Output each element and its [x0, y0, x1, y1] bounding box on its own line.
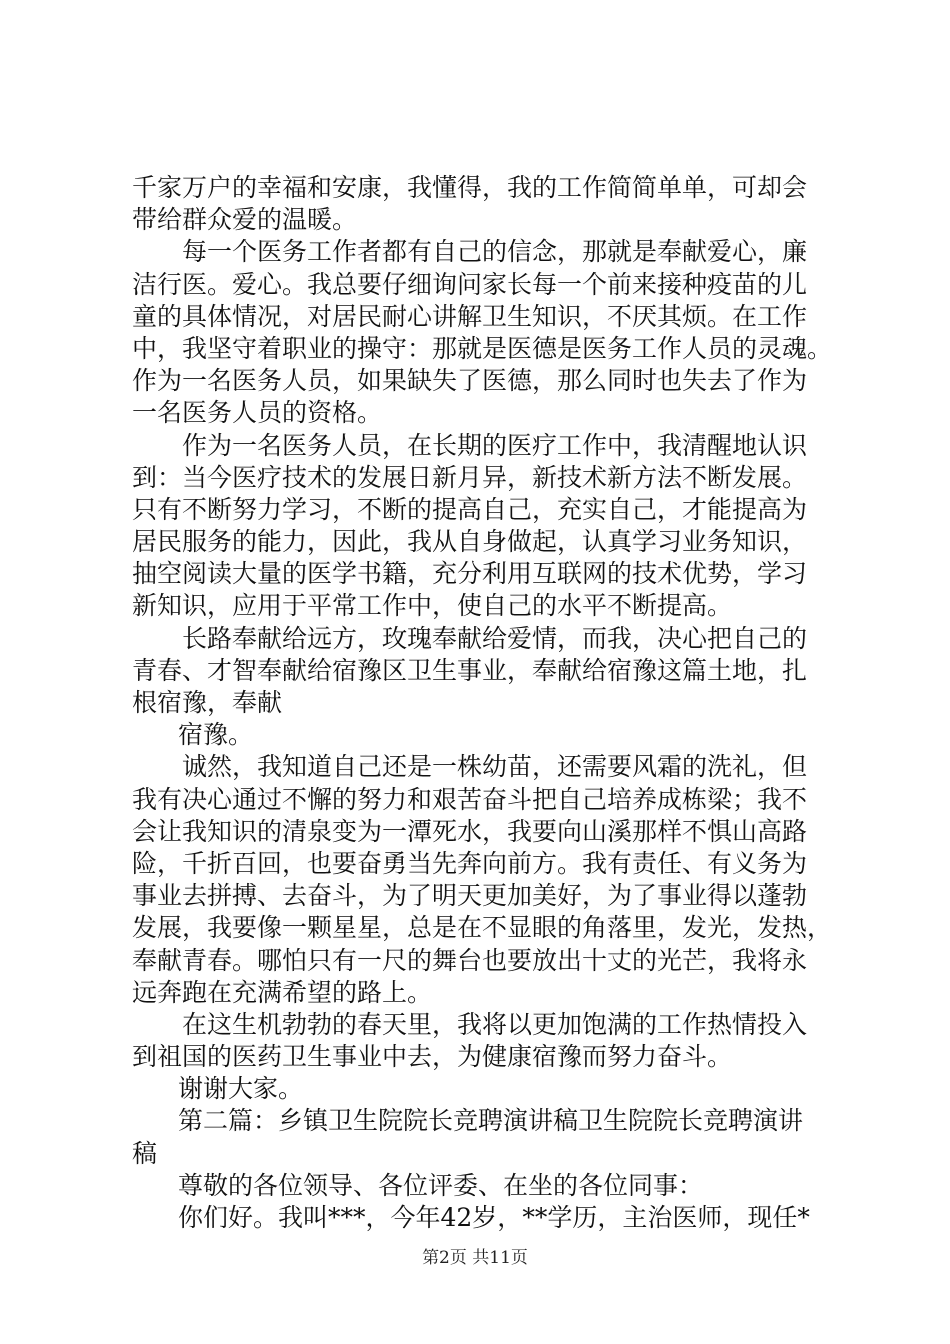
text-line: 作为一名医务人员，在长期的医疗工作中，我清醒地认识	[182, 430, 808, 460]
text-line: 居民服务的能力，因此，我从自身做起，认真学习业务知识，	[132, 527, 808, 557]
text-line: 奉献青春。哪怕只有一尺的舞台也要放出十丈的光芒，我将永	[132, 945, 808, 975]
text-line: 长路奉献给远方，玫瑰奉献给爱情，而我，决心把自己的	[182, 623, 808, 653]
text-line: 洁行医。爱心。我总要仔细询问家长每一个前来接种疫苗的儿	[132, 269, 808, 299]
text-line: 到祖国的医药卫生事业中去，为健康宿豫而努力奋斗。	[132, 1042, 733, 1072]
text-line: 中，我坚守着职业的操守：那就是医德是医务工作人员的灵魂。	[132, 333, 833, 363]
text-line: 发展，我要像一颗星星，总是在不显眼的角落里，发光，发热，	[132, 913, 833, 943]
text-line: 事业去拼搏、去奋斗，为了明天更加美好，为了事业得以蓬勃	[132, 881, 808, 911]
text-line: 会让我知识的清泉变为一潭死水，我要向山溪那样不惧山高路	[132, 816, 808, 846]
text-line: 你们好。我叫***，今年42岁，**学历，主治医师，现任*	[178, 1203, 810, 1232]
text-line: 一名医务人员的资格。	[132, 398, 383, 428]
text-line: 每一个医务工作者都有自己的信念，那就是奉献爱心，廉	[182, 237, 808, 267]
text-line: 第二篇：乡镇卫生院院长竞聘演讲稿卫生院院长竞聘演讲	[178, 1106, 804, 1136]
text-line: 险，千折百回，也要奋勇当先奔向前方。我有责任、有义务为	[132, 848, 808, 878]
text-line: 尊敬的各位领导、各位评委、在坐的各位同事：	[178, 1170, 704, 1200]
text-line: 作为一名医务人员，如果缺失了医德，那么同时也失去了作为	[132, 366, 808, 396]
text-line: 抽空阅读大量的医学书籍，充分利用互联网的技术优势，学习	[132, 559, 808, 589]
text-line: 在这生机勃勃的春天里，我将以更加饱满的工作热情投入	[182, 1009, 808, 1039]
text-line: 我有决心通过不懈的努力和艰苦奋斗把自己培养成栋梁；我不	[132, 784, 808, 814]
text-line: 带给群众爱的温暖。	[132, 205, 358, 235]
document-body	[132, 172, 832, 1234]
text-line: 只有不断努力学习，不断的提高自己，充实自己，才能提高为	[132, 494, 808, 524]
text-line: 远奔跑在充满希望的路上。	[132, 977, 433, 1007]
text-line: 千家万户的幸福和安康，我懂得，我的工作简简单单，可却会	[132, 173, 808, 202]
text-line: 根宿豫，奉献	[132, 688, 283, 717]
text-line: 宿豫。	[178, 720, 254, 750]
text-line: 诚然，我知道自己还是一株幼苗，还需要风霜的洗礼，但	[182, 752, 808, 782]
text-line: 青春、才智奉献给宿豫区卫生事业，奉献给宿豫这篇土地，扎	[132, 655, 808, 685]
text-line: 到：当今医疗技术的发展日新月异，新技术新方法不断发展。	[132, 462, 808, 492]
text-line: 新知识，应用于平常工作中，使自己的水平不断提高。	[132, 591, 733, 621]
text-line: 稿	[132, 1138, 158, 1168]
page-footer: 第2页 共11页	[422, 1248, 528, 1268]
text-line: 谢谢大家。	[178, 1074, 304, 1104]
text-line: 童的具体情况，对居民耐心讲解卫生知识，不厌其烦。在工作	[132, 301, 808, 331]
